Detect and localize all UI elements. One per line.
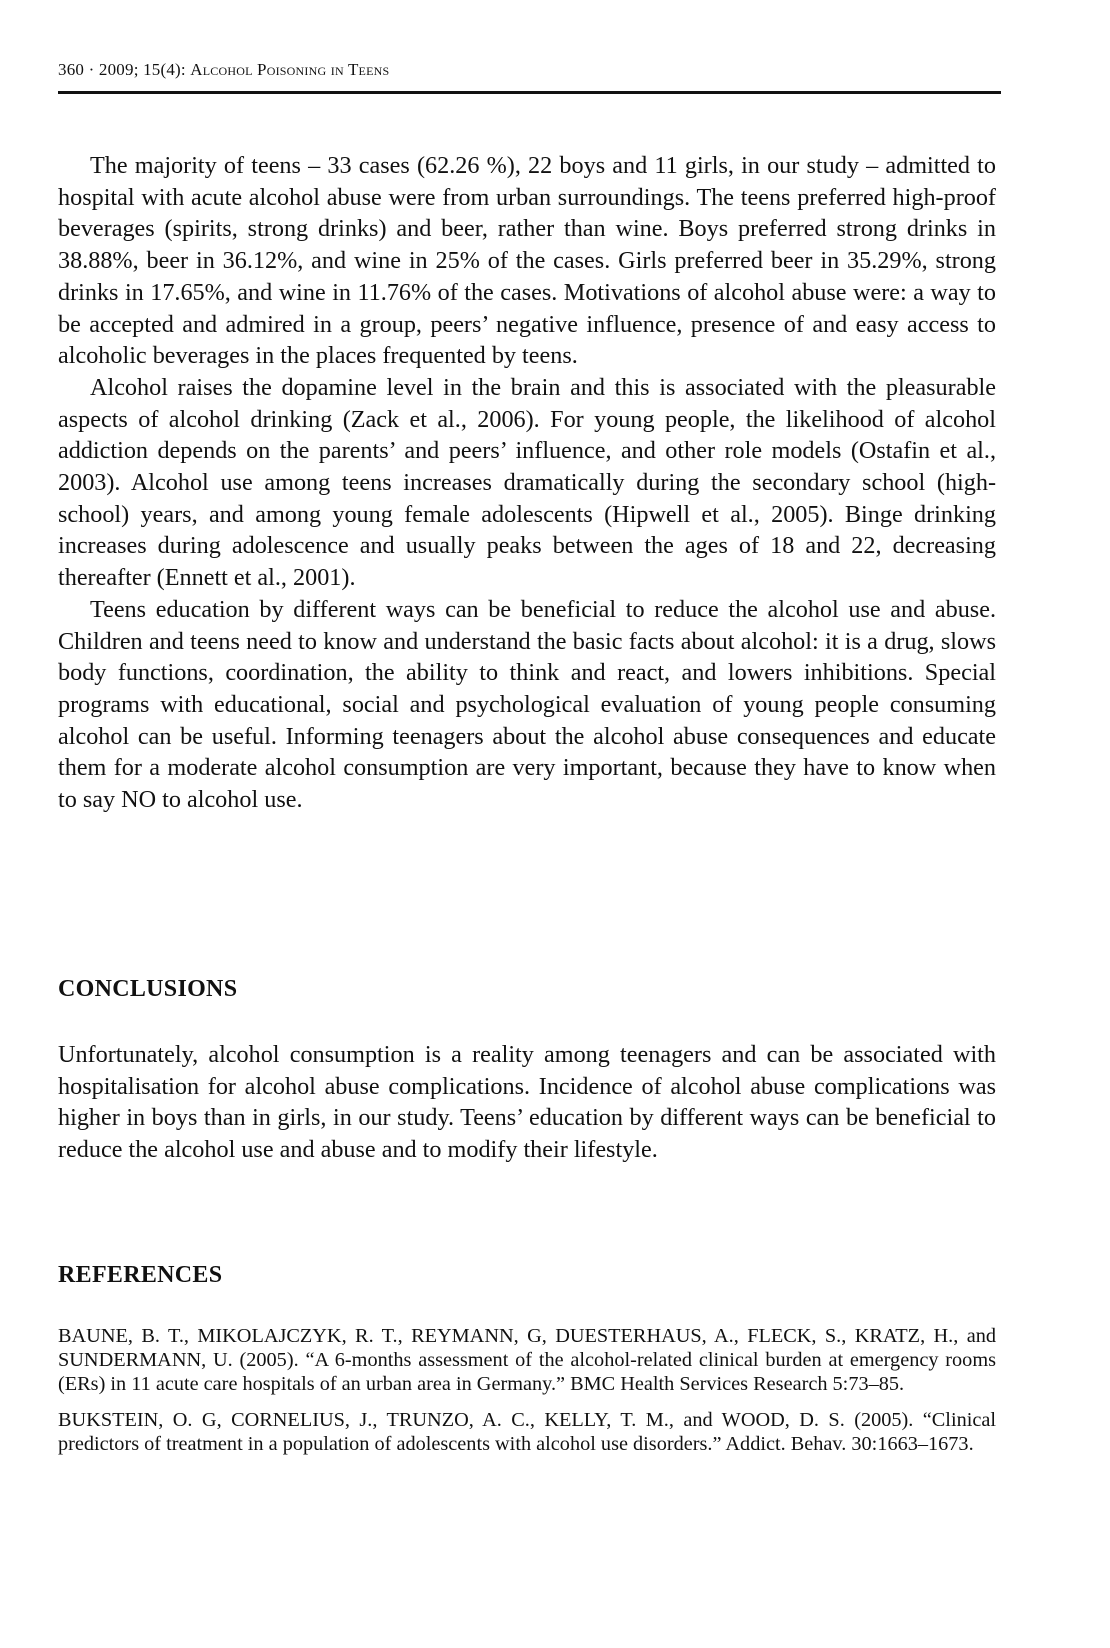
paragraph-dopamine: Alcohol raises the dopamine level in the brain and this is associated with the pleasurable aspects of alcohol drinking (Zack et al., 2006). For young people, the likelihood of alcohol addiction depends on the parents’ and peers’ influence, and other role models (Ostafin et al., 2003). Alcohol use among teens increases dramatically during the secondary school (high-school) years, and among young female adolescents (Hipwell et al., 2005). Binge drinking increases during adolescence and usually peaks between the ages of 18 and 22, decreasing thereafter (Ennett et al., 2001). <box>58 373 996 592</box>
discussion-section <box>58 150 996 816</box>
paragraph-urban-teens: The majority of teens – 33 cases (62.26 %), 22 boys and 11 girls, in our study – admitted to hospital with acute alcohol abuse were from urban surroundings. The teens preferred high-proof beverages (spirits, strong drinks) and beer, rather than wine. Boys preferred strong drinks in 38.88%, beer in 36.12%, and wine in 25% of the cases. Girls preferred beer in 35.29%, strong drinks in 17.65%, and wine in 11.76% of the cases. Motivations of alcohol abuse were: a way to be accepted and admired in a group, peers’ negative influence, presence of and easy access to alcoholic beverages in the places frequented by teens. <box>58 152 996 370</box>
conclusions-heading: CONCLUSIONS <box>58 976 238 1002</box>
running-title: Alcohol Poisoning in Teens <box>190 60 390 79</box>
header-separator: · <box>88 60 95 79</box>
paragraph-education: Teens education by different ways can be beneficial to reduce the alcohol use and abuse. Children and teens need to know and understand the basic facts about alcohol: it is a drug, slows body functions, coordination, the ability to think and react, and lowers inhibitions. Special programs with educational, social and psychological evaluation of young people consuming alcohol can be useful. Informing teenagers about the alcohol abuse consequences and educate them for a moderate alcohol consumption are very important, because they have to know when to say NO to alcohol use. <box>58 595 996 814</box>
reference-item: BUKSTEIN, O. G, CORNELIUS, J., TRUNZO, A. C., KELLY, T. M., and WOOD, D. S. (2005). “Clinical predictors of treatment in a population of adolescents with alcohol use disorders.” Addict. Behav. 30:1663–1673. <box>58 1408 996 1455</box>
running-header <box>58 60 1000 80</box>
reference-item: BAUNE, B. T., MIKOLAJCZYK, R. T., REYMANN, G, DUESTERHAUS, A., FLECK, S., KRATZ, H., and SUNDERMANN, U. (2005). “A 6-months assessment of the alcohol-related clinical burden at emergency rooms (ERs) in 11 acute care hospitals of an urban area in Germany.” BMC Health Services Research 5:73–85. <box>58 1325 996 1396</box>
references-list <box>58 1324 996 1467</box>
page-number: 360 <box>58 60 85 79</box>
journal-citation: 2009; 15(4): <box>98 60 186 79</box>
references-heading: REFERENCES <box>58 1262 223 1288</box>
header-rule <box>58 91 1001 94</box>
conclusions-section <box>58 1039 996 1166</box>
conclusions-text: Unfortunately, alcohol consumption is a reality among teenagers and can be associated with hospitalisation for alcohol abuse complications. Incidence of alcohol abuse complications was higher in boys than in girls, in our study. Teens’ education by different ways can be beneficial to reduce the alcohol use and abuse and to modify their lifestyle. <box>58 1041 996 1164</box>
